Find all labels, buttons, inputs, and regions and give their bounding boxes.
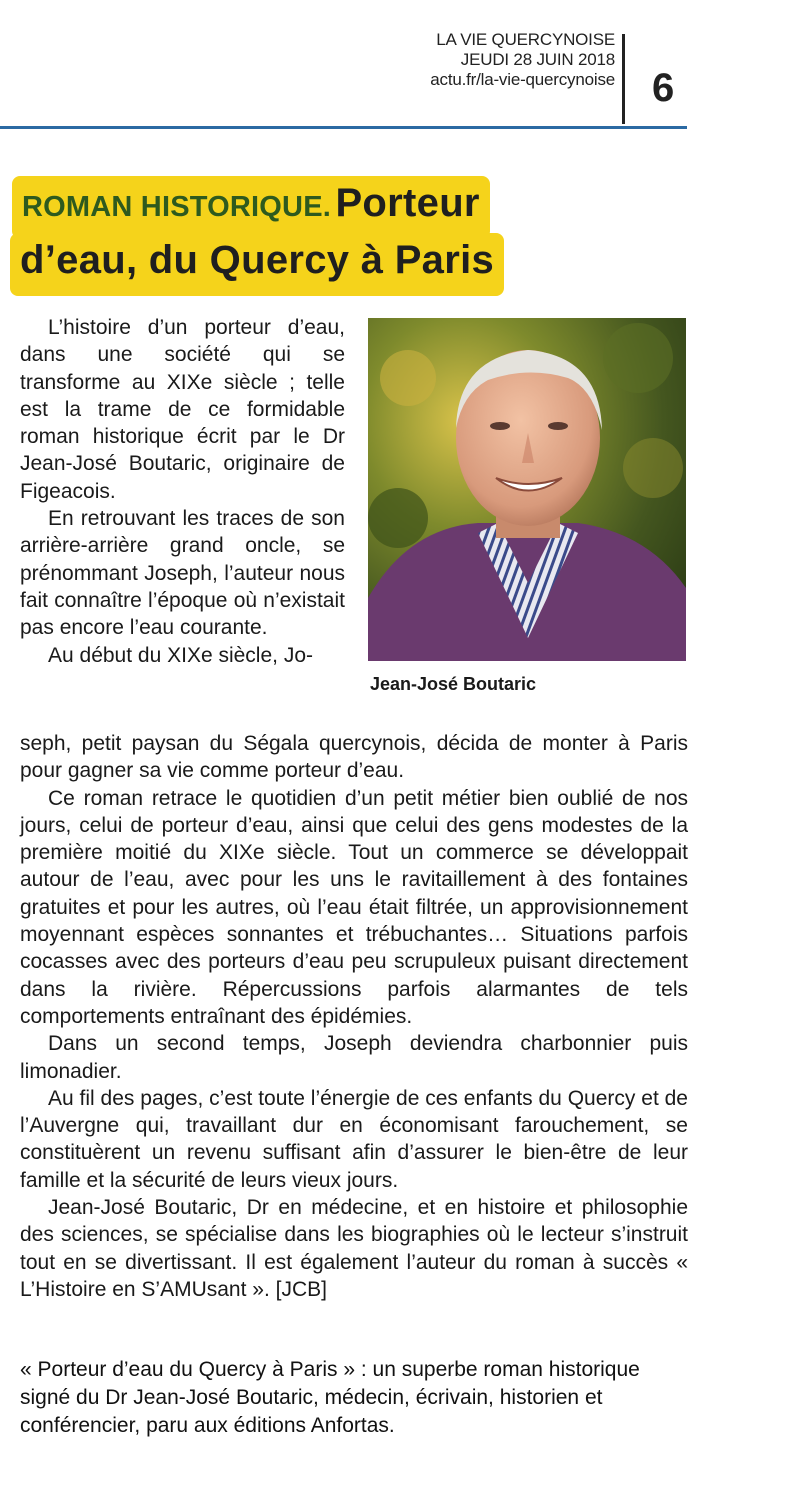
- article-column-narrow: [20, 314, 345, 669]
- headline-highlight-1: [12, 176, 490, 239]
- paragraph-2: En retrouvant les traces de son arrière-arrière grand oncle, se prénommant Joseph, l’auteur nous fait connaître l’époque où n’existait pas encore l’eau courante.: [20, 507, 345, 640]
- headline-title-part1: Porteur: [335, 181, 480, 225]
- headline-highlight-2: [10, 233, 504, 296]
- headline-kicker: ROMAN HISTORIQUE.: [22, 191, 331, 223]
- paragraph-1: L’histoire d’un porteur d’eau, dans une société qui se transforme au XIXe siècle ; telle est la trame de ce formidable roman historique écrit par le Dr Jean-José Boutaric, originaire de Figeacois.: [20, 316, 345, 503]
- portrait-illustration: [368, 318, 686, 661]
- masthead-divider: [622, 34, 625, 124]
- publication-url: actu.fr/la-vie-quercynoise: [430, 70, 615, 89]
- photo-caption: Jean-José Boutaric: [370, 674, 537, 694]
- book-info-footer: « Porteur d’eau du Quercy à Paris » : un superbe roman historique signé du Dr Jean-José Boutaric, médecin, écrivain, historien et conférencier, paru aux éditions Anfortas.: [20, 1358, 640, 1437]
- paragraph-5: Dans un second temps, Joseph deviendra charbonnier puis limonadier.: [20, 1032, 688, 1083]
- headline-title-part2: d’eau, du Quercy à Paris: [20, 238, 495, 282]
- paragraph-4: Ce roman retrace le quotidien d’un petit métier bien oublié de nos jours, celui de porteur d’eau, ainsi que celui des gens modestes de la première moitié du XIXe siècle. Tout un commerce se développait autour de l’eau, avec pour les uns le ravitaillement à des fontaines gratuites et pour les autres, où l’eau était filtrée, un approvisionnement moyennant espèces sonnantes et trébuchantes… Situations parfois cocasses avec des porteurs d’eau peu scrupuleux puisant directement dans la rivière. Répercussions parfois alarmantes de tels comportements entraînant des épidémies.: [20, 786, 688, 1028]
- article-column-full: [20, 730, 688, 1303]
- paragraph-7: Jean-José Boutaric, Dr en médecine, et en histoire et philosophie des sciences, se spécialise dans les biographies où le lecteur s’instruit tout en se divertissant. Il est également l’auteur du roman à succès « L’Histoire en S’AMUsant ». [JCB]: [20, 1196, 688, 1301]
- paragraph-6: Au fil des pages, c’est toute l’énergie de ces enfants du Quercy et de l’Auvergne qui, travaillant dur en économisant farouchement, se constituèrent un revenu suffisant afin d’assurer le bien-être de leur famille et la sécurité de leurs vieux jours.: [20, 1086, 688, 1192]
- paragraph-3-end: seph, petit paysan du Ségala quercynois, décida de monter à Paris pour gagner sa vie comme porteur d’eau.: [20, 732, 688, 783]
- header-rule: [0, 126, 687, 129]
- masthead: [430, 30, 615, 90]
- headline: [10, 176, 670, 296]
- issue-date: JEUDI 28 JUIN 2018: [460, 50, 615, 69]
- author-photo: [368, 318, 686, 661]
- publication-name: LA VIE QUERCYNOISE: [436, 30, 615, 49]
- page-number: 6: [652, 66, 675, 110]
- paragraph-3-start: Au début du XIXe siècle, Jo-: [48, 643, 313, 667]
